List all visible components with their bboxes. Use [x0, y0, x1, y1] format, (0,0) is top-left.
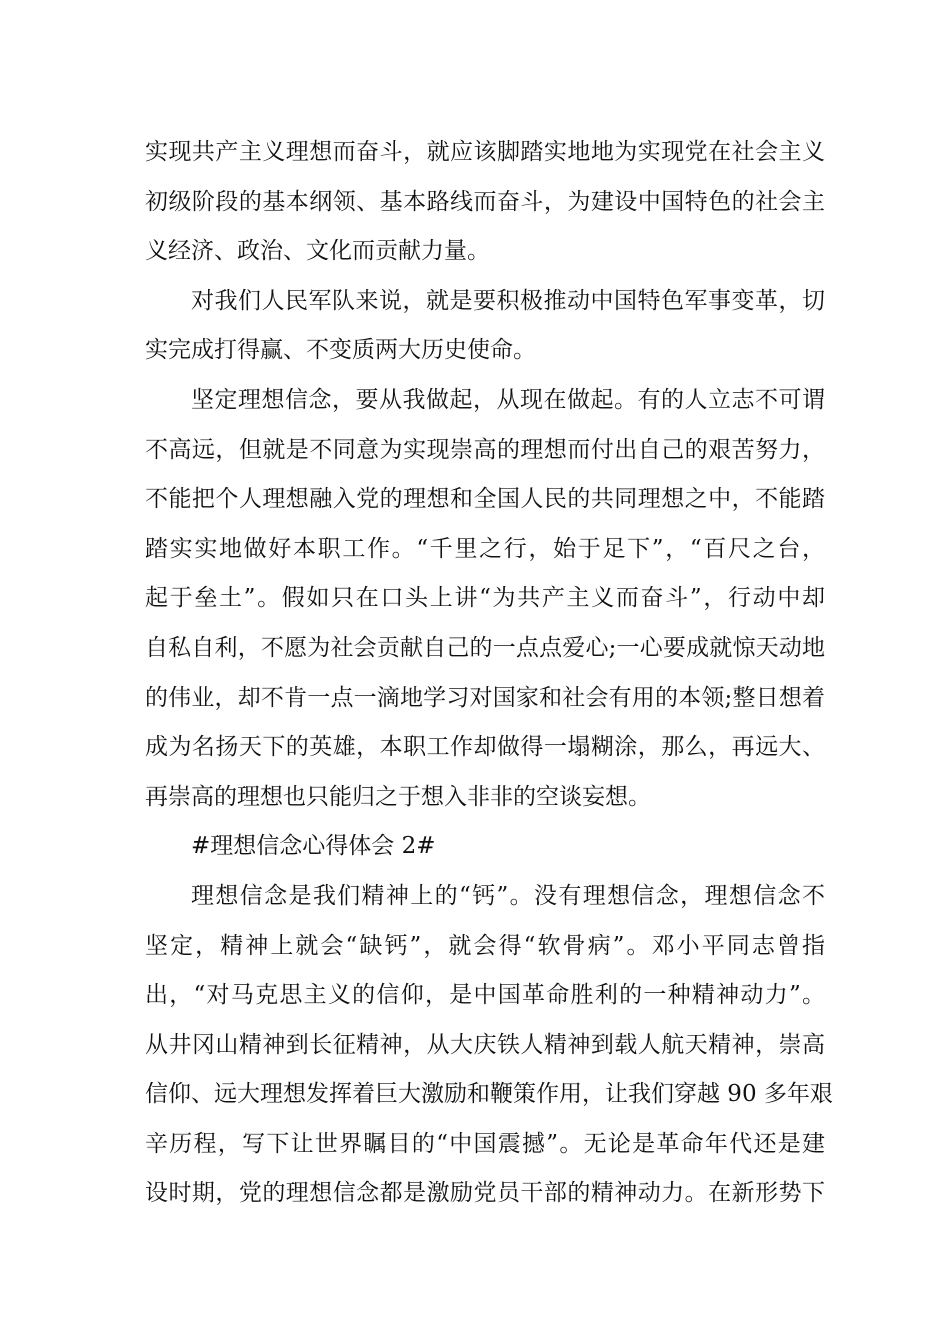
text-line: 踏实实地做好本职工作。“千里之行，始于足下”，“百尺之台，: [145, 535, 825, 562]
text-line: 初级阶段的基本纲领、基本路线而奋斗，为建设中国特色的社会主: [145, 188, 825, 215]
text-line: 设时期，党的理想信念都是激励党员干部的精神动力。在新形势下: [145, 1180, 825, 1207]
text-line: 实现共产主义理想而奋斗，就应该脚踏实地地为实现党在社会主义: [145, 139, 825, 165]
heading-line: #理想信念心得体会 2#: [191, 833, 436, 860]
text-line: 信仰、远大理想发挥着巨大激励和鞭策作用，让我们穿越 90 多年艰: [145, 1081, 833, 1108]
text-line: 义经济、政治、文化而贡献力量。: [145, 238, 490, 265]
text-line: 自私自利，不愿为社会贡献自己的一点点爱心;一心要成就惊天动地: [145, 634, 825, 661]
document-body: [145, 128, 833, 1219]
text-line: 理想信念是我们精神上的“钙”。没有理想信念，理想信念不: [191, 882, 825, 909]
text-line: 成为名扬天下的英雄，本职工作却做得一塌糊涂，那么，再远大、: [145, 734, 825, 761]
paragraph-continuation: [145, 128, 825, 277]
text-line: 辛历程，写下让世界瞩目的“中国震撼”。无论是革命年代还是建: [145, 1130, 825, 1157]
paragraph-firm-ideals: [145, 376, 825, 822]
text-line: 起于垒土”。假如只在口头上讲“为共产主义而奋斗”，行动中却: [145, 585, 825, 612]
text-line: 不高远，但就是不同意为实现崇高的理想而付出自己的艰苦努力，: [145, 436, 825, 463]
text-line: 的伟业，却不肯一点一滴地学习对国家和社会有用的本领;整日想着: [145, 684, 825, 711]
text-line: 不能把个人理想融入党的理想和全国人民的共同理想之中，不能踏: [145, 486, 825, 513]
text-line: 从井冈山精神到长征精神，从大庆铁人精神到载人航天精神，崇高: [145, 1031, 825, 1058]
text-line: 坚定理想信念，要从我做起，从现在做起。有的人立志不可谓: [191, 386, 825, 413]
section-heading: [145, 822, 825, 872]
text-line: 实完成打得赢、不变质两大历史使命。: [145, 337, 536, 364]
text-line: 再崇高的理想也只能归之于想入非非的空谈妄想。: [145, 783, 651, 810]
text-line: 坚定，精神上就会“缺钙”，就会得“软骨病”。邓小平同志曾指: [145, 932, 825, 959]
paragraph-calcium: [145, 872, 833, 1219]
text-line: 出，“对马克思主义的信仰，是中国革命胜利的一种精神动力”。: [145, 982, 825, 1009]
paragraph-army: [145, 277, 825, 376]
text-line: 对我们人民军队来说，就是要积极推动中国特色军事变革，切: [191, 287, 825, 314]
